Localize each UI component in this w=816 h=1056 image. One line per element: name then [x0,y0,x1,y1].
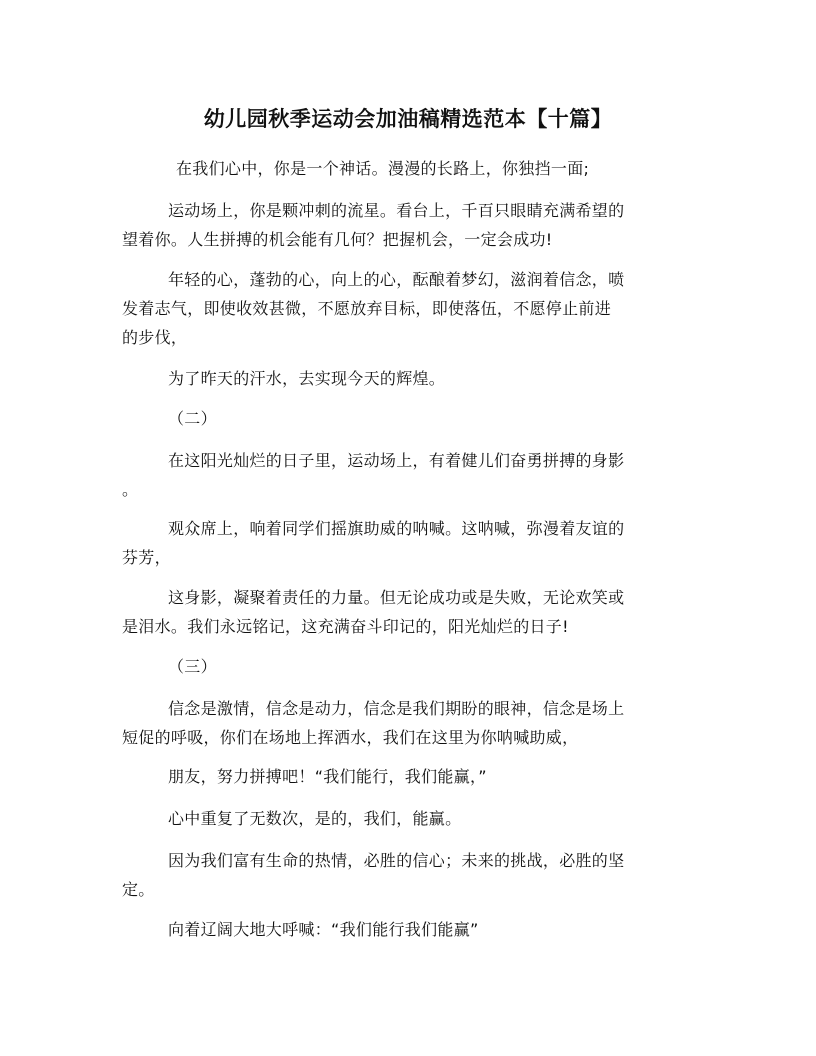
paragraph-line: 在我们心中，你是一个神话。漫漫的长路上，你独挡一面; [176,159,590,178]
paragraph-line: 朋友，努力拼搏吧！“我们能行，我们能赢，” [168,767,487,786]
paragraph-line: 望着你。人生拼搏的机会能有几何？把握机会，一定会成功! [122,230,553,249]
paragraph [122,915,696,944]
paragraph [122,583,696,641]
paragraph-line: 在这阳光灿烂的日子里，运动场上，有着健儿们奋勇拼搏的身影 [168,451,625,470]
paragraph-line: 。 [122,480,139,499]
paragraph-line: 是泪水。我们永远铭记，这充满奋斗印记的，阳光灿烂的日子! [122,617,569,636]
paragraph-line: 芬芳， [122,548,171,567]
paragraph [122,265,696,352]
paragraph-line: 信念是激情，信念是动力，信念是我们期盼的眼神，信念是场上 [168,699,625,718]
paragraph [122,694,696,752]
section-heading: （二） [168,409,217,428]
paragraph-line: 向着辽阔大地大呼喊：“我们能行我们能赢” [168,920,479,939]
paragraph [122,514,696,572]
paragraph [122,762,696,791]
paragraph [122,364,696,393]
paragraph-line: 这身影，凝聚着责任的力量。但无论成功或是失败，无论欢笑或 [168,588,625,607]
paragraph-line: 短促的呼吸，你们在场地上挥洒水，我们在这里为你呐喊助威， [122,728,579,747]
paragraph [122,154,696,183]
section-heading: （三） [168,657,217,676]
paragraph-line: 年轻的心，蓬勃的心，向上的心，酝酿着梦幻，滋润着信念，喷 [168,270,625,289]
paragraph [122,804,696,833]
paragraph-line: 的步伐， [122,328,188,347]
paragraph-line: 发着志气，即使收效甚微，不愿放弃目标，即使落伍，不愿停止前进 [122,299,612,318]
paragraph [122,446,696,504]
paragraph-line: 因为我们富有生命的热情，必胜的信心；未来的挑战，必胜的坚 [168,851,625,870]
paragraph-line: 运动场上，你是颗冲刺的流星。看台上，千百只眼睛充满希望的 [168,201,625,220]
paragraph [122,846,696,904]
paragraph-line: 为了昨天的汗水，去实现今天的辉煌。 [168,369,446,388]
paragraph-line: 观众席上，响着同学们摇旗助威的呐喊。这呐喊，弥漫着友谊的 [168,519,625,538]
paragraph-line: 心中重复了无数次，是的，我们，能赢。 [168,809,462,828]
paragraph [122,196,696,254]
document-title: 幼儿园秋季运动会加油稿精选范本【十篇】 [203,107,613,131]
paragraph-line: 定。 [122,880,155,899]
